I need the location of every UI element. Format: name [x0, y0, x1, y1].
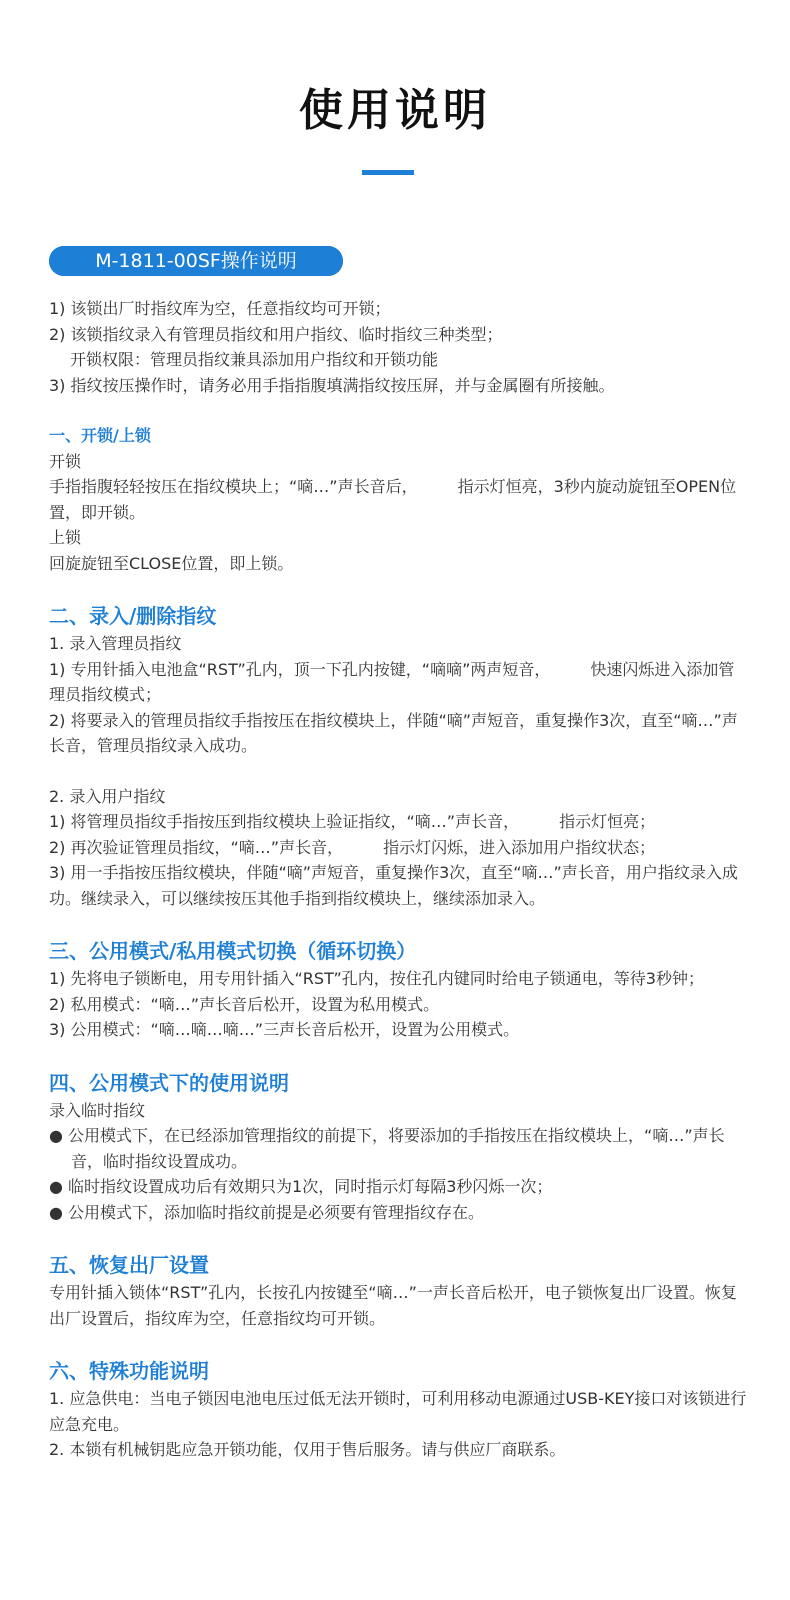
intro-line-3: 开锁权限：管理员指纹兼具添加用户指纹和开锁功能: [70, 350, 439, 369]
unlock-text: 手指指腹轻轻按压在指纹模块上；“嘀…”声长音后， 指示灯恒亮，3秒内旋动旋钮至OPEN位置，即开锁。: [49, 477, 737, 522]
user-step-3: 3) 用一手指按压指纹模块，伴随“嘀”声短音，重复操作3次，直至“嘀…”声长音，用户指纹录入成功。继续录入，可以继续按压其他手指到指纹模块上，继续添加录入。: [49, 863, 738, 908]
mode-step-1: 1) 先将电子锁断电，用专用针插入“RST”孔内，按住孔内键同时给电子锁通电，等待3秒钟；: [49, 969, 704, 988]
lock-label: 上锁: [49, 528, 82, 547]
temp-bullet-3: ● 公用模式下，添加临时指纹前提是必须要有管理指纹存在。: [49, 1202, 485, 1222]
mode-step-2: 2) 私用模式：“嘀…”声长音后松开，设置为私用模式。: [49, 994, 440, 1014]
mode-step-3: 3) 公用模式：“嘀…嘀…嘀…”三声长音后松开，设置为公用模式。: [49, 1020, 520, 1039]
temp-bullet-2: ● 临时指纹设置成功后有效期只为1次，同时指示灯每隔3秒闪烁一次；: [49, 1177, 553, 1196]
user-step-1: 1) 将管理员指纹手指按压到指纹模块上验证指纹，“嘀…”声长音， 指示灯恒亮；: [49, 812, 656, 831]
admin-label: 1. 录入管理员指纹: [49, 634, 182, 653]
factory-reset-text: 专用针插入锁体“RST”孔内，长按孔内按键至“嘀…”一声长音后松开，电子锁恢复出厂设置。恢复出厂设置后，指纹库为空，任意指纹均可开锁。: [49, 1283, 737, 1328]
title-underline: [362, 170, 414, 175]
section-4-heading: 四、公用模式下的使用说明: [49, 1070, 289, 1095]
section-2-heading: 二、录入/删除指纹: [49, 604, 217, 628]
section-5-heading: 五、恢复出厂设置: [49, 1253, 209, 1277]
admin-step-2: 2) 将要录入的管理员指纹手指按压在指纹模块上，伴随“嘀”声短音，重复操作3次，直至“嘀…”声长音，管理员指纹录入成功。: [49, 710, 738, 755]
special-step-2: 2. 本锁有机械钥匙应急开锁功能，仅用于售后服务。请与供应厂商联系。: [49, 1440, 566, 1459]
model-badge: M-1811-00SF操作说明: [49, 246, 343, 276]
intro-line-2: 2) 该锁指纹录入有管理员指纹和用户指纹、临时指纹三种类型；: [49, 324, 503, 344]
section-3-heading: 三、公用模式/私用模式切换（循环切换）: [49, 939, 417, 963]
page-title: 使用说明: [299, 85, 491, 136]
unlock-label: 开锁: [49, 451, 82, 471]
user-label: 2. 录入用户指纹: [49, 786, 166, 806]
section-1-heading: 一、开锁/上锁: [49, 426, 151, 445]
instructions-body: [49, 296, 749, 1463]
lock-text: 回旋旋钮至CLOSE位置，即上锁。: [49, 553, 294, 573]
temp-fingerprint-label: 录入临时指纹: [49, 1100, 146, 1120]
section-6-heading: 六、特殊功能说明: [49, 1359, 209, 1383]
special-step-1: 1. 应急供电：当电子锁因电池电压过低无法开锁时，可利用移动电源通过USB-KEY接口对该锁进行应急充电。: [49, 1389, 747, 1434]
intro-line-4: 3) 指纹按压操作时，请务必用手指指腹填满指纹按压屏，并与金属圈有所接触。: [49, 375, 615, 395]
intro-line-1: 1) 该锁出厂时指纹库为空，任意指纹均可开锁；: [49, 299, 391, 318]
user-step-2: 2) 再次验证管理员指纹，“嘀…”声长音， 指示灯闪烁，进入添加用户指纹状态；: [49, 837, 656, 857]
temp-bullet-1: ● 公用模式下，在已经添加管理指纹的前提下，将要添加的手指按压在指纹模块上，“嘀…”声长音，临时指纹设置成功。: [49, 1126, 725, 1171]
admin-step-1: 1) 专用针插入电池盒“RST”孔内，顶一下孔内按键，“嘀嘀”两声短音， 快速闪烁进入添加管理员指纹模式；: [49, 659, 735, 704]
